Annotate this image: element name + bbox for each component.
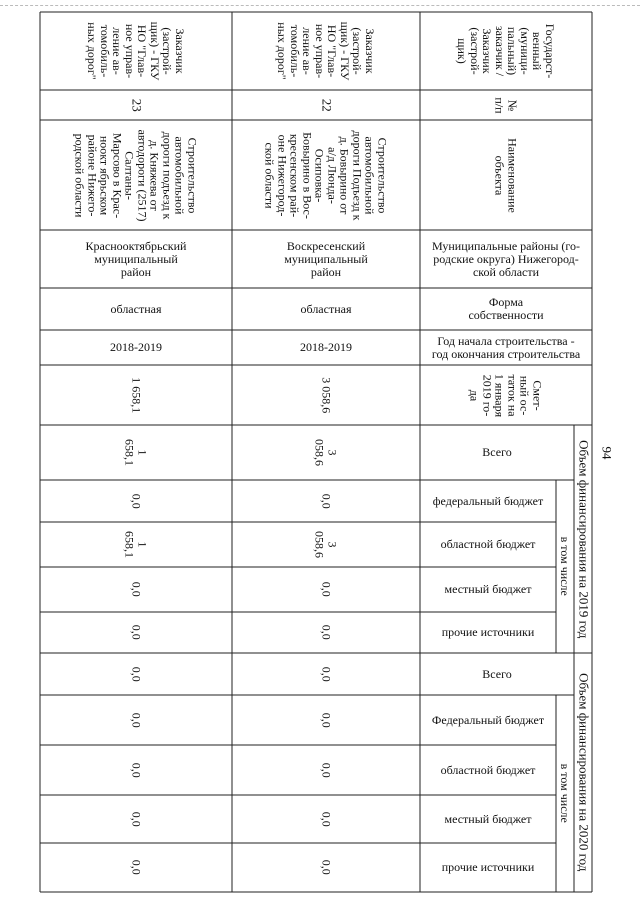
row23-district: Краснооктябрьский муниципальный район bbox=[85, 238, 187, 279]
row23-other-2020: 0,0 bbox=[129, 860, 144, 875]
header-num: № п/п bbox=[493, 96, 520, 114]
row23-balance: 1 658,1 bbox=[129, 377, 144, 413]
row23-total-2019: 1 658,1 bbox=[123, 439, 150, 466]
row22-num: 22 bbox=[319, 98, 335, 112]
row23-num: 23 bbox=[129, 98, 145, 112]
header-fin-2020: Объем финансирования на 2020 год bbox=[576, 673, 592, 872]
row22-other-2019: 0,0 bbox=[319, 625, 334, 640]
header-local-2019: местный бюджет bbox=[444, 582, 532, 596]
row22-regional-2019: 3 058,6 bbox=[313, 531, 340, 558]
header-incl-2020: в том числе bbox=[558, 763, 573, 824]
row22-local-2019: 0,0 bbox=[319, 582, 334, 597]
header-customer: Государст- венный (муници- пальный) заказчик / Заказчик (застрой- щик) bbox=[455, 23, 557, 79]
row23-federal-2020: 0,0 bbox=[129, 712, 144, 728]
row23-other-2019: 0,0 bbox=[129, 625, 144, 640]
row22-district: Воскресенский муниципальный район bbox=[284, 238, 368, 279]
row22-local-2020: 0,0 bbox=[319, 811, 334, 827]
header-district: Муниципальные районы (го- родские округа) Нижегород- ской области bbox=[431, 238, 581, 279]
row23-years: 2018-2019 bbox=[110, 340, 162, 354]
row22-other-2020: 0,0 bbox=[319, 860, 334, 875]
header-years: Год начала строительства - год окончания строительства bbox=[431, 333, 581, 361]
row22-federal-2019: 0,0 bbox=[319, 493, 334, 509]
header-fin-2019: Объем финансирования на 2019 год bbox=[576, 439, 592, 639]
header-object-name: Наименование объекта bbox=[493, 137, 520, 213]
row22-federal-2020: 0,0 bbox=[319, 712, 334, 728]
header-federal-2020: Федеральный бюджет bbox=[431, 712, 545, 727]
header-federal-2019: федеральный бюджет bbox=[432, 493, 544, 508]
row23-ownership: областная bbox=[110, 301, 162, 316]
header-ownership: Форма собственности bbox=[468, 295, 544, 322]
row23-local-2020: 0,0 bbox=[129, 811, 144, 827]
row23-regional-2020: 0,0 bbox=[129, 762, 144, 778]
row23-local-2019: 0,0 bbox=[129, 582, 144, 597]
row22-balance: 3 058,6 bbox=[319, 377, 334, 413]
row22-regional-2020: 0,0 bbox=[319, 762, 334, 778]
row22-object-name: Строительство автомобильной дороги Подъезд к д. Бовырино от а/д Люнда- Осиповка- Бовырино в Вос- кресенском рай- оне Нижегород- ской области bbox=[263, 129, 390, 220]
header-total-2019: Всего bbox=[482, 445, 512, 459]
row23-regional-2019: 1 658,1 bbox=[123, 531, 150, 558]
row22-ownership: областная bbox=[300, 301, 352, 316]
row23-object-name: Строительство автомобильной дороги подъезд к д. Княжева от автодороги (2517) Салтаны- Марсово в Крас- ноокт ябрьском районе Нижего- родской области bbox=[73, 129, 200, 221]
header-incl-2019: в том числе bbox=[558, 536, 573, 597]
header-total-2020: Всего bbox=[482, 666, 512, 681]
header-other-2020: прочие источники bbox=[441, 860, 535, 874]
row22-total-2020: 0,0 bbox=[319, 666, 334, 682]
row22-total-2019: 3 058,6 bbox=[313, 439, 340, 466]
header-other-2019: прочие источники bbox=[441, 625, 535, 639]
header-local-2020: местный бюджет bbox=[444, 811, 532, 826]
header-regional-2019: областной бюджет bbox=[440, 537, 536, 551]
row22-years: 2018-2019 bbox=[300, 340, 352, 354]
row23-federal-2019: 0,0 bbox=[129, 493, 144, 509]
row22-customer: Заказчик (застрой- щик) - ГКУ НО "Глав- ное управ- ление ав- томобиль- ных дорог" bbox=[275, 21, 377, 81]
row23-customer: Заказчик (застрой- щик) - ГКУ НО "Глав- ное управ- ление ав- томобиль- ных дорог" bbox=[85, 21, 187, 81]
header-regional-2020: областной бюджет bbox=[440, 762, 536, 777]
page-number: 94 bbox=[599, 446, 615, 460]
header-balance: Смет- ный ос- таток на 1 января 2019 го- да bbox=[468, 373, 545, 417]
row23-total-2020: 0,0 bbox=[129, 666, 144, 682]
